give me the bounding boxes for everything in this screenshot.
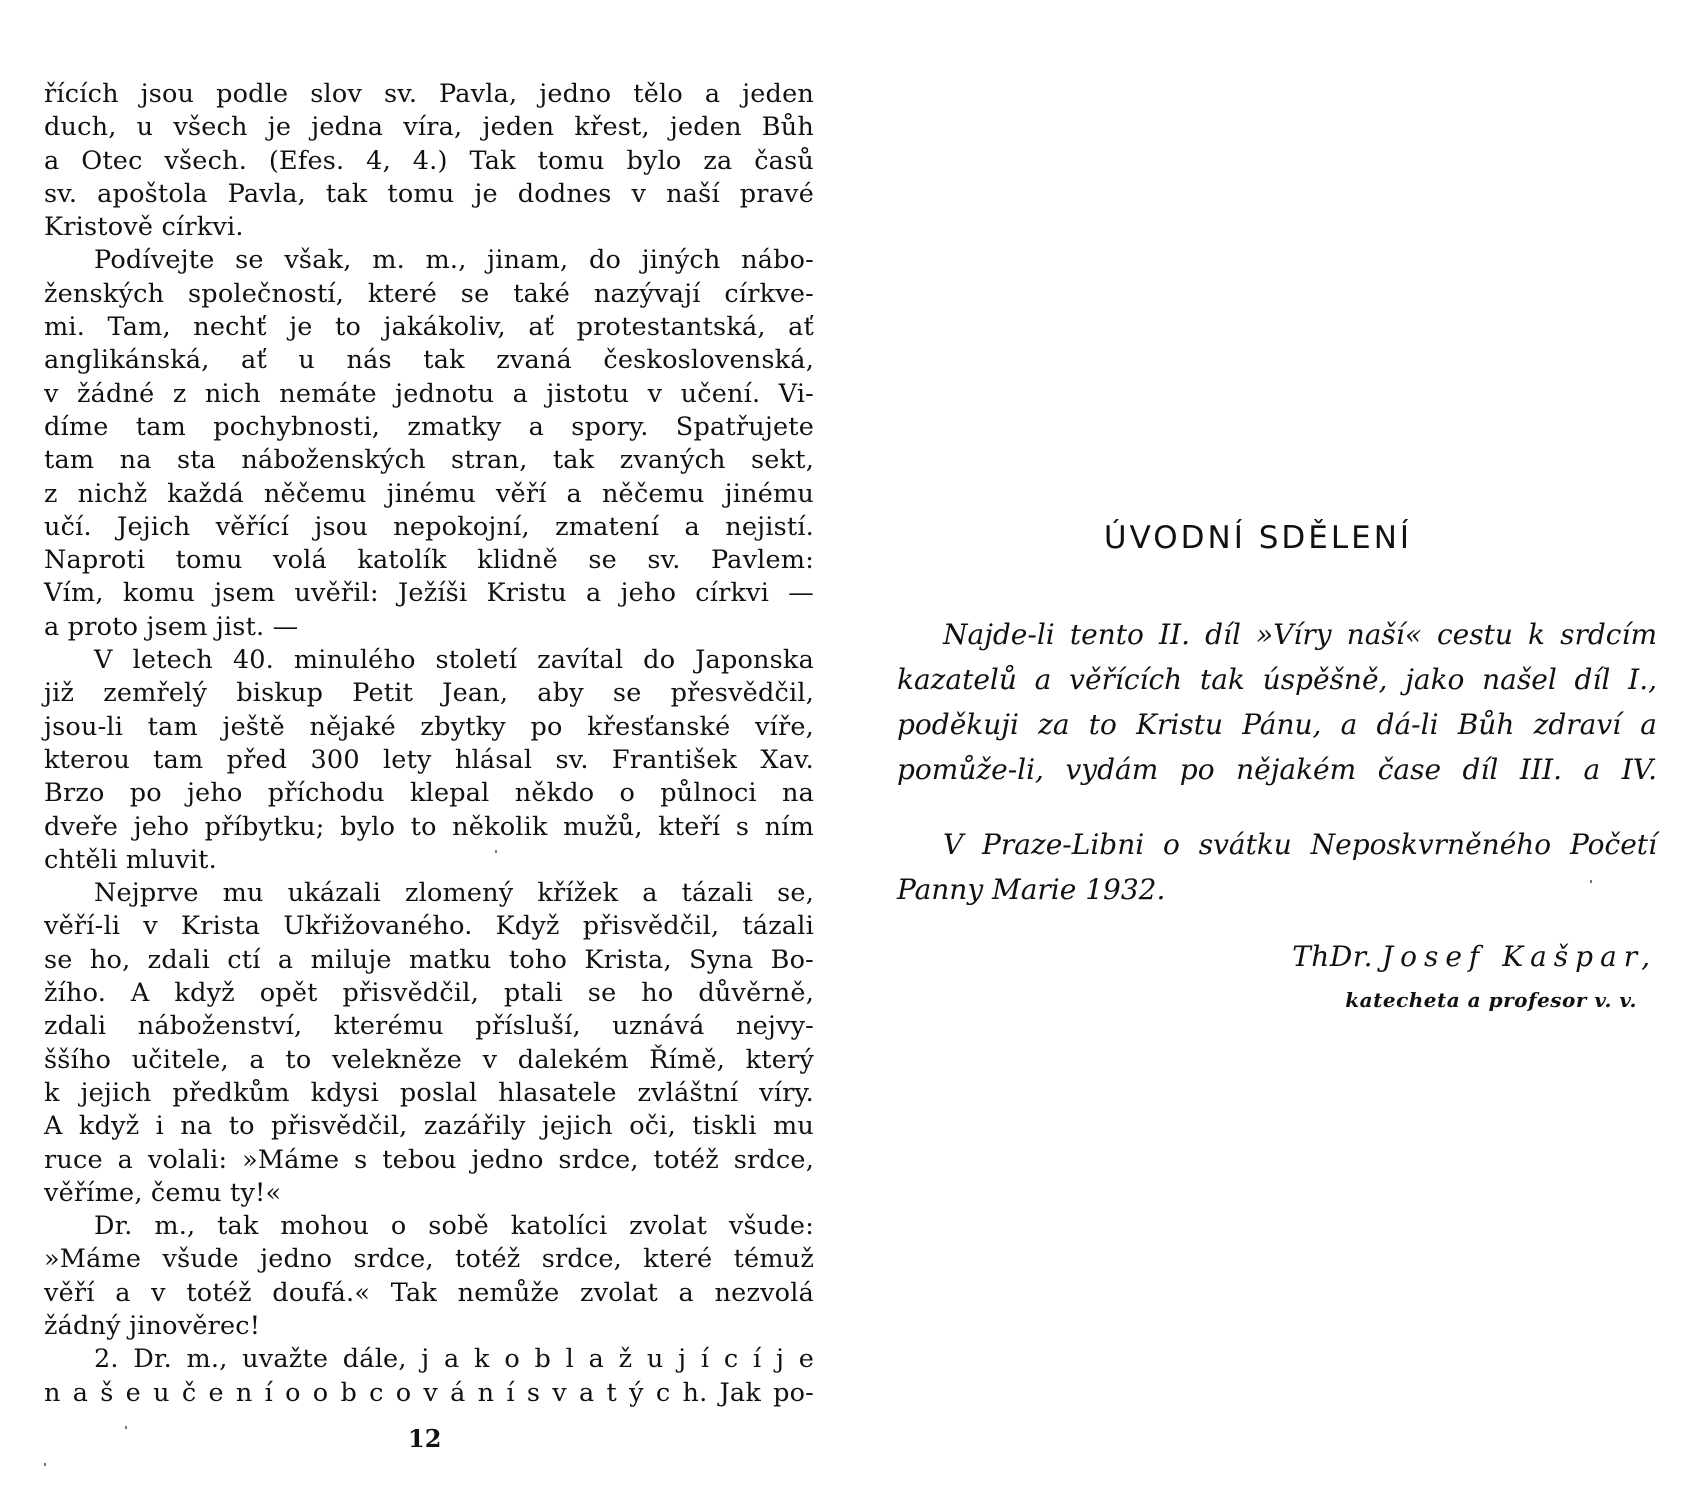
text-line: žádný jinověrec! bbox=[44, 1310, 261, 1341]
text-line: Nejprve mu ukázali zlomený křížek a tázali se, bbox=[94, 878, 814, 909]
text-line: Brzo po jeho příchodu klepal někdo o půlnoci na bbox=[44, 778, 814, 809]
text-line: věří-li v Krista Ukřižovaného. Když přisvědčil, tázali bbox=[44, 911, 814, 942]
text-line: n a š e u č e n í o o b c o v á n í s v a t ý c h. Jak po- bbox=[44, 1377, 814, 1408]
intro-line: Najde-li tento II. díl »Víry naší« cestu k srdcím bbox=[943, 618, 1657, 651]
text-line: žího. A když opět přisvědčil, ptali se ho důvěrně, bbox=[44, 978, 814, 1009]
text-line: ššího učitele, a to velekněze v dalekém Římě, který bbox=[44, 1044, 814, 1075]
intro-paragraph bbox=[897, 612, 1657, 792]
text-line: v žádné z nich nemáte jednotu a jistotu v učení. Vi- bbox=[44, 378, 814, 409]
text-line: učí. Jejich věřící jsou nepokojní, zmatení a nejistí. bbox=[44, 511, 814, 542]
text-line: řících jsou podle slov sv. Pavla, jedno tělo a jeden bbox=[44, 79, 814, 109]
signature-role: katecheta a profesor v. v. bbox=[1345, 988, 1637, 1012]
text-line: duch, u všech je jedna víra, jeden křest, jeden Bůh bbox=[44, 112, 814, 143]
text-line: 2. Dr. m., uvažte dále, j a k o b l a ž u j í c í j e bbox=[94, 1344, 814, 1375]
page-title: ÚVODNÍ SDĚLENÍ bbox=[1103, 520, 1413, 556]
text-line: tam na sta náboženských stran, tak zvaných sekt, bbox=[44, 445, 814, 476]
text-line: »Máme všude jedno srdce, totéž srdce, které témuž bbox=[44, 1244, 814, 1275]
text-line: Vím, komu jsem uvěřil: Ježíši Kristu a jeho církvi — bbox=[44, 578, 814, 609]
text-line: dveře jeho příbytku; bylo to několik mužů, kteří s ním bbox=[44, 811, 814, 842]
signature-title: ThDr. bbox=[1292, 940, 1373, 973]
text-line: chtěli mluvit. bbox=[44, 844, 217, 875]
intro-line: kazatelů a věřících tak úspěšně, jako našel díl I., bbox=[897, 663, 1657, 696]
signature bbox=[1233, 940, 1657, 973]
text-line: jsou-li tam ještě nějaké zbytky po křesťanské víře, bbox=[44, 711, 814, 742]
text-line: díme tam pochybnosti, zmatky a spory. Spatřujete bbox=[44, 411, 814, 442]
print-speck bbox=[44, 1463, 46, 1466]
place-date-paragraph bbox=[897, 822, 1657, 912]
text-line: ruce a volali: »Máme s tebou jedno srdce, totéž srdce, bbox=[44, 1144, 814, 1175]
text-line: Naproti tomu volá katolík klidně se sv. Pavlem: bbox=[44, 545, 814, 576]
text-line: se ho, zdali ctí a miluje matku toho Krista, Syna Bo- bbox=[44, 944, 814, 975]
left-page-body-text bbox=[44, 78, 814, 1410]
text-line: Kristově církvi. bbox=[44, 212, 244, 243]
intro-line: pomůže-li, vydám po nějakém čase díl III. a IV. bbox=[897, 753, 1657, 786]
place-date-line: Panny Marie 1932. bbox=[897, 873, 1166, 906]
text-line: věříme, čemu ty!« bbox=[44, 1177, 282, 1208]
text-line: a Otec všech. (Efes. 4, 4.) Tak tomu bylo za časů bbox=[44, 145, 814, 176]
text-line: V letech 40. minulého století zavítal do Japonska bbox=[94, 645, 814, 676]
text-line: a proto jsem jist. — bbox=[44, 611, 299, 642]
text-line: kterou tam před 300 lety hlásal sv. František Xav. bbox=[44, 744, 814, 775]
signature-name: Josef Kašpar, bbox=[1381, 940, 1657, 973]
text-line: k jejich předkům kdysi poslal hlasatele zvláštní víry. bbox=[44, 1077, 814, 1108]
text-line: věří a v totéž doufá.« Tak nemůže zvolat a nezvolá bbox=[44, 1277, 814, 1308]
right-page bbox=[853, 0, 1706, 1500]
text-line: sv. apoštola Pavla, tak tomu je dodnes v naší pravé bbox=[44, 178, 814, 209]
text-line: mi. Tam, nechť je to jakákoliv, ať protestantská, ať bbox=[44, 312, 814, 343]
print-speck bbox=[1590, 880, 1592, 883]
print-speck bbox=[125, 1426, 127, 1429]
text-line: ženských společností, které se také nazývají církve- bbox=[44, 278, 814, 309]
intro-line: poděkuji za to Kristu Pánu, a dá-li Bůh zdraví a bbox=[897, 708, 1657, 741]
text-line: již zemřelý biskup Petit Jean, aby se přesvědčil, bbox=[44, 678, 814, 709]
print-speck bbox=[495, 850, 497, 853]
text-line: anglikánská, ať u nás tak zvaná československá, bbox=[44, 345, 814, 376]
place-date-line: V Praze-Libni o svátku Neposkvrněného Početí bbox=[943, 828, 1657, 861]
text-line: zdali náboženství, kterému přísluší, uznává nejvy- bbox=[44, 1011, 814, 1042]
text-line: Podívejte se však, m. m., jinam, do jiných nábo- bbox=[94, 245, 814, 276]
text-line: z nichž každá něčemu jinému věří a něčemu jinému bbox=[44, 478, 814, 509]
page-number: 12 bbox=[408, 1424, 442, 1453]
text-line: A když i na to přisvědčil, zazářily jejich oči, tiskli mu bbox=[44, 1111, 814, 1142]
text-line: Dr. m., tak mohou o sobě katolíci zvolat všude: bbox=[94, 1211, 814, 1242]
